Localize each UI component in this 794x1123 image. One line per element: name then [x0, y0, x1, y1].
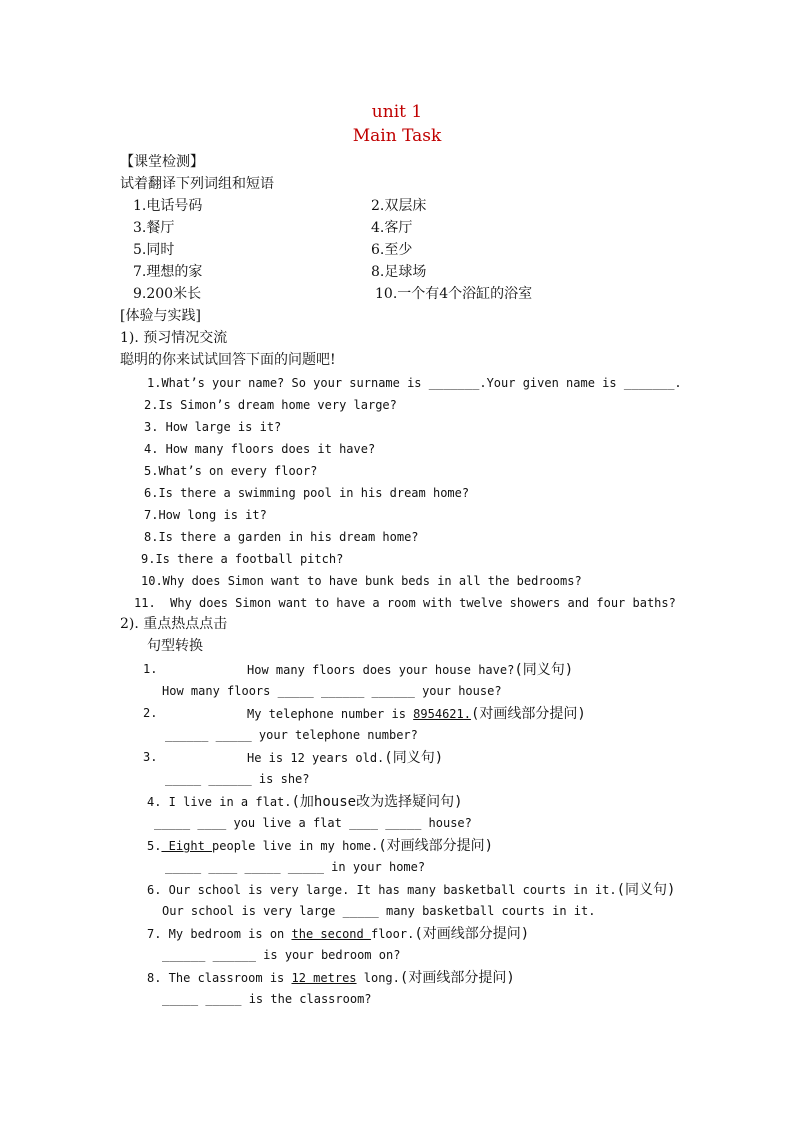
question-item: 6.Is there a swimming pool in his dream home? [144, 486, 470, 500]
title-main-task: Main Task [352, 126, 442, 146]
exercise-7-prompt: 7. My bedroom is on the second floor.(对画线部分提问) [147, 926, 530, 942]
exercise-3-prompt: He is 12 years old.(同义句) [247, 750, 444, 766]
exercise-5-prompt: 5. Eight people live in my home.(对画线部分提问) [147, 838, 494, 854]
exercise-number: 1. [143, 662, 158, 676]
question-item: 5.What’s on every floor? [144, 464, 318, 478]
preview-exchange-heading: 1). 预习情况交流 [120, 330, 228, 346]
vocab-item: 7.理想的家 [133, 264, 203, 280]
exercise-6-prompt: 6. Our school is very large. It has many basketball courts in it.(同义句) [147, 882, 676, 898]
exercise-1-prompt: How many floors does your house have?(同义句) [247, 662, 574, 678]
exercise-7-answer: ______ ______ is your bedroom on? [162, 948, 401, 962]
exercise-4-answer: _____ ____ you live a flat ____ _____ house? [154, 816, 472, 830]
vocab-item: 1.电话号码 [133, 198, 203, 214]
vocab-item: 8.足球场 [371, 264, 427, 280]
translation-instruction: 试着翻译下列词组和短语 [120, 176, 274, 192]
exercise-number: 2. [143, 706, 158, 720]
question-item: 10.Why does Simon want to have bunk beds in all the bedrooms? [141, 574, 582, 588]
vocab-item: 10.一个有4个浴缸的浴室 [375, 286, 533, 302]
exercise-8-prompt: 8. The classroom is 12 metres long.(对画线部分提问) [147, 970, 515, 986]
exercise-1-answer: How many floors _____ ______ ______ your house? [162, 684, 502, 698]
vocab-item: 9.200米长 [133, 286, 202, 302]
question-item: 3. How large is it? [144, 420, 282, 434]
vocab-item: 6.至少 [371, 242, 413, 258]
question-item: 11. Why does Simon want to have a room with twelve showers and four baths? [134, 596, 676, 610]
answer-blank[interactable]: _______. [623, 376, 682, 390]
vocab-item: 2.双层床 [371, 198, 427, 214]
vocab-item: 3.餐厅 [133, 220, 175, 236]
question-item: 8.Is there a garden in his dream home? [144, 530, 419, 544]
question-item: 7.How long is it? [144, 508, 267, 522]
answer-blank[interactable]: _______ [428, 376, 480, 390]
vocab-item: 4.客厅 [371, 220, 413, 236]
sentence-transformation-label: 句型转换 [147, 638, 203, 654]
exercise-8-answer: _____ _____ is the classroom? [162, 992, 372, 1006]
question-1: 1.What’s your name? So your surname is _______.Your given name is _______. [147, 376, 682, 390]
title-unit: unit 1 [371, 102, 423, 122]
exercise-number: 3. [143, 750, 158, 764]
exercise-4-prompt: 4. I live in a flat.(加house改为选择疑问句) [147, 794, 463, 810]
section-heading-classroom-check: 【课堂检测】 [120, 154, 204, 170]
question-item: 2.Is Simon’s dream home very large? [144, 398, 397, 412]
question-item: 9.Is there a football pitch? [141, 552, 344, 566]
exercise-2-answer: ______ _____ your telephone number? [165, 728, 418, 742]
vocab-item: 5.同时 [133, 242, 175, 258]
exercise-6-answer: Our school is very large _____ many basketball courts in it. [162, 904, 596, 918]
exercise-2-prompt: My telephone number is 8954621.(对画线部分提问) [247, 706, 586, 722]
section-heading-practice: [体验与实践] [120, 308, 201, 324]
exercise-3-answer: _____ ______ is she? [165, 772, 310, 786]
exercise-5-answer: _____ ____ _____ _____ in your home? [165, 860, 426, 874]
key-points-heading: 2). 重点热点点击 [120, 616, 228, 632]
question-item: 4. How many floors does it have? [144, 442, 376, 456]
questions-prompt: 聪明的你来试试回答下面的问题吧! [120, 352, 336, 368]
